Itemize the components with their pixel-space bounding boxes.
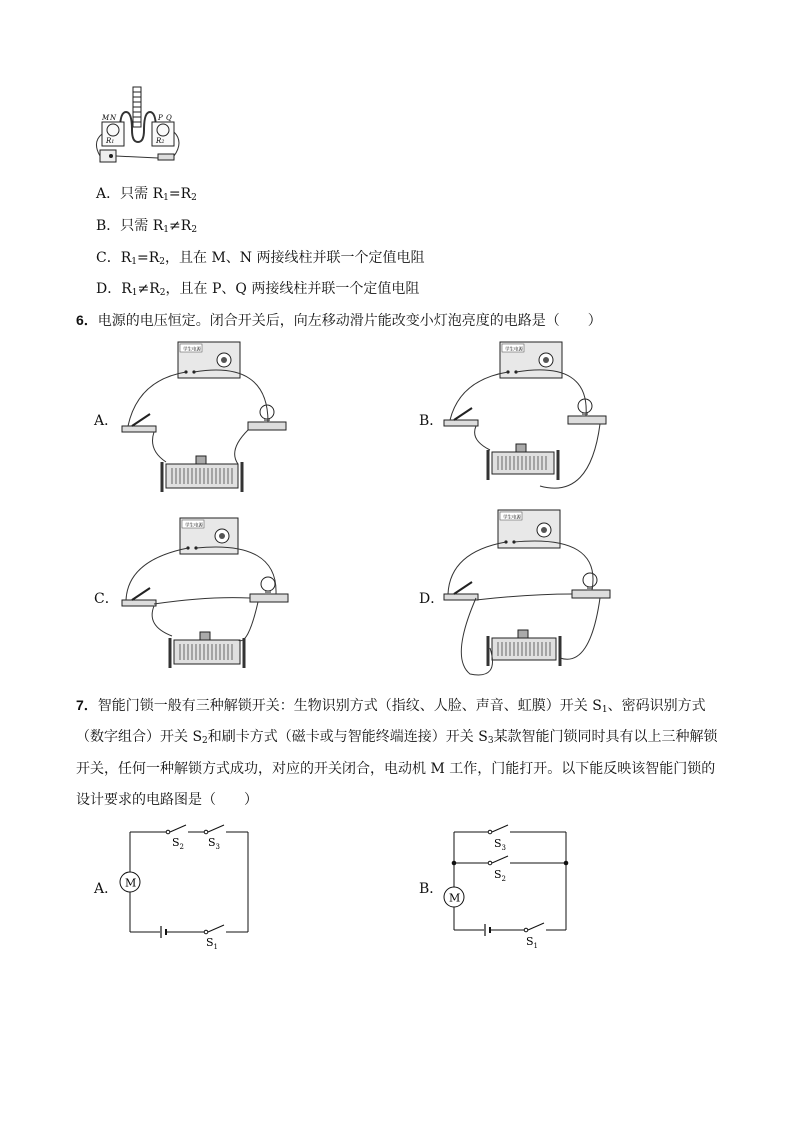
question-number: 7． — [76, 697, 98, 713]
motor-label: M — [449, 891, 461, 905]
q7-option-a-label[interactable]: A． — [94, 881, 119, 897]
question-text: 电源的电压恒定。闭合开关后，向左移动滑片能改变小灯泡亮度的电路是（ ） — [97, 313, 602, 329]
q6-circuit-d — [440, 508, 620, 678]
subscript: 1 — [163, 193, 169, 203]
supply-label: 学生电源 — [183, 347, 201, 353]
supply-label: 学生电源 — [503, 515, 521, 521]
s2-label: $S_2$ — [494, 868, 507, 883]
option-letter: A． — [96, 186, 121, 202]
p-terminal-label: P — [158, 114, 163, 122]
subscript: 2 — [202, 736, 208, 746]
option-letter: C． — [96, 250, 121, 266]
option-text: =R — [137, 250, 160, 266]
option-text: 只需 R — [120, 186, 164, 202]
q6-option-d-label[interactable]: D． — [419, 591, 445, 607]
q5-option-d[interactable] — [96, 279, 419, 303]
subscript: 1 — [131, 257, 137, 267]
subscript: 3 — [487, 736, 494, 746]
option-text: R — [120, 250, 132, 266]
subscript: 1 — [131, 288, 138, 298]
subscript: 2 — [191, 193, 197, 203]
s1-label: $S_1$ — [206, 936, 219, 951]
option-text: ≠R — [137, 281, 160, 297]
subscript: 2 — [159, 288, 166, 298]
motor-label: M — [125, 876, 137, 890]
question-text: 和刷卡方式（磁卡或与智能终端连接）开关 S — [207, 729, 488, 745]
q5-option-c[interactable] — [96, 248, 425, 272]
subscript: 2 — [159, 257, 166, 267]
q6-circuit-b — [440, 340, 620, 500]
s3-label: $S_3$ — [208, 836, 221, 851]
question-text: （数字组合）开关 S — [76, 729, 203, 745]
q6-circuit-c — [118, 516, 298, 681]
q7-stem-line1 — [76, 695, 706, 720]
question-number: 6． — [76, 312, 98, 328]
q7-circuit-a — [118, 822, 268, 952]
q5-option-a[interactable] — [96, 184, 197, 208]
option-letter: B． — [96, 218, 121, 234]
supply-label: 学生电源 — [505, 347, 523, 353]
option-text: ，且在 P、Q 两接线柱并联一个定值电阻 — [165, 281, 420, 297]
option-text: ≠R — [169, 218, 192, 234]
subscript: 1 — [601, 705, 608, 715]
s2-label: $S_2$ — [172, 836, 185, 851]
q7-stem-line3: 开关，任何一种解锁方式成功，对应的开关闭合，电动机 M 工作，门能打开。以下能反映该智能门锁的 — [76, 761, 716, 777]
question-text: 、密码识别方式 — [607, 698, 706, 714]
s3-label: $S_3$ — [494, 837, 507, 852]
q7-option-b-label[interactable]: B． — [419, 881, 444, 897]
subscript: 1 — [163, 225, 170, 235]
r2-label: R2 — [156, 137, 165, 145]
q6-circuit-a — [118, 340, 298, 500]
q6-option-c-label[interactable]: C． — [94, 591, 119, 607]
subscript: 2 — [191, 225, 198, 235]
q-terminal-label: Q — [166, 114, 172, 122]
q7-stem-line4: 设计要求的电路图是（ ） — [76, 792, 258, 808]
option-text: R — [121, 281, 132, 297]
n-terminal-label: N — [110, 114, 117, 122]
q6-option-b-label[interactable]: B． — [419, 413, 444, 429]
q5-option-b[interactable] — [96, 216, 197, 240]
option-letter: D． — [96, 281, 122, 297]
m-terminal-label: M — [102, 114, 110, 122]
q7-circuit-b — [440, 822, 590, 952]
supply-label: 学生电源 — [185, 523, 203, 529]
r1-label: R1 — [106, 137, 115, 145]
q7-stem-line2 — [76, 727, 718, 751]
option-text: =R — [168, 186, 192, 202]
question-text: 某款智能门锁同时具有以上三种解锁 — [493, 729, 718, 745]
question-text: 智能门锁一般有三种解锁开关：生物识别方式（指纹、人脸、声音、虹膜）开关 S — [97, 698, 602, 714]
q6-option-a-label[interactable]: A． — [94, 413, 119, 429]
option-text: ，且在 M、N 两接线柱并联一个定值电阻 — [165, 250, 425, 266]
option-text: 只需 R — [120, 218, 164, 234]
q5-apparatus-figure — [88, 82, 188, 172]
s1-label: $S_1$ — [526, 935, 539, 950]
q6-stem — [76, 310, 602, 331]
